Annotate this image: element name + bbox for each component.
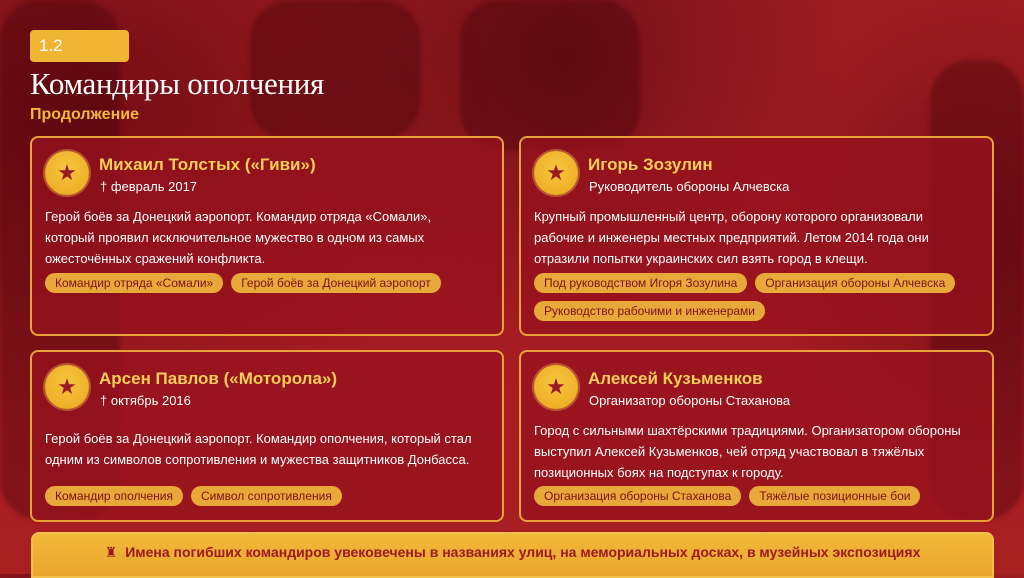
tag-list [45,486,342,506]
tag: Командир ополчения [45,486,183,506]
memorial-banner [31,532,994,578]
tag-list [534,486,920,506]
description-line: позиционных боях на подступах к городу. [534,465,784,480]
commander-card [30,136,504,336]
tag: Под руководством Игоря Зозулина [534,273,747,293]
description-line: Герой боёв за Донецкий аэропорт. Командир отряда «Сомали», [45,209,432,224]
tag: Командир отряда «Сомали» [45,273,223,293]
tag: Организация обороны Стаханова [534,486,741,506]
description-line: Герой боёв за Донецкий аэропорт. Командир ополчения, который стал [45,431,472,446]
commander-card [519,136,994,336]
star-icon: ★ [57,160,77,185]
tag: Тяжёлые позиционные бои [749,486,920,506]
commander-card [519,350,994,522]
tag: Руководство рабочими и инженерами [534,301,765,321]
star-icon: ★ [57,374,77,399]
commander-role: † февраль 2017 [100,179,198,194]
memorial-banner-text: Имена погибших командиров увековечены в названиях улиц, на мемориальных досках, в музейных экспозициях [125,544,921,560]
description-line: Город с сильными шахтёрскими традициями. Организатором обороны [534,423,961,438]
commander-name: Игорь Зозулин [588,155,713,174]
commander-description [45,206,431,269]
commander-name: Алексей Кузьменков [588,369,763,388]
star-avatar [534,365,578,409]
tag-list [534,273,974,321]
star-icon: ★ [546,374,566,399]
commander-role: † октябрь 2016 [100,393,191,408]
commander-name: Арсен Павлов («Моторола») [99,369,338,388]
description-line: который проявил исключительное мужество в одном из самых [45,230,425,245]
star-avatar [45,365,89,409]
commander-role: Руководитель обороны Алчевска [589,179,790,194]
description-line: отразили попытки украинских сил взять город в клещи. [534,251,868,266]
commander-name: Михаил Толстых («Гиви») [99,155,316,174]
commander-description [45,428,472,470]
commander-description [534,420,961,483]
star-icon: ★ [546,160,566,185]
star-avatar [534,151,578,195]
description-line: рабочие и инженеры местных предприятий. Летом 2014 года они [534,230,929,245]
commander-description [534,206,929,269]
tag: Герой боёв за Донецкий аэропорт [231,273,441,293]
commander-card [30,350,504,522]
monument-icon: ♜ [104,544,118,560]
description-line: выступил Алексей Кузьменков, чей отряд участвовал в тяжёлых [534,444,925,459]
page-subtitle: Продолжение [30,106,139,123]
background-figure [460,0,640,150]
tag-list [45,273,441,293]
tag: Организация обороны Алчевска [755,273,955,293]
page-title: Командиры ополчения [30,66,324,101]
commander-role: Организатор обороны Стаханова [589,393,791,408]
description-line: Крупный промышленный центр, оборону которого организовали [534,209,924,224]
tag: Символ сопротивления [191,486,342,506]
star-avatar [45,151,89,195]
description-line: ожесточённых сражений конфликта. [45,251,266,266]
section-badge: 1.2 [30,30,129,62]
description-line: одним из символов сопротивления и мужества защитников Донбасса. [45,452,470,467]
